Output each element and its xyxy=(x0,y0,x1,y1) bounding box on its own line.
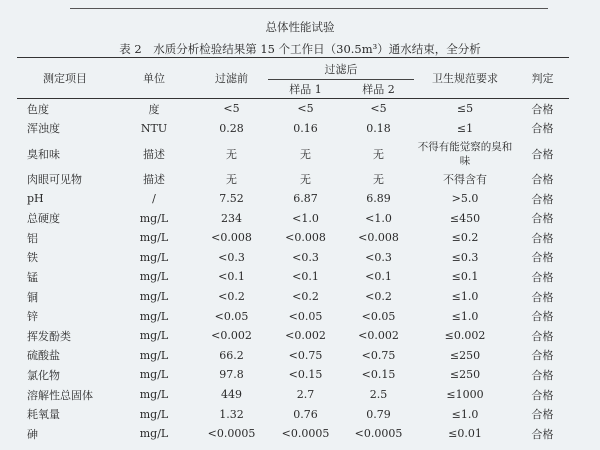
page-title: 总体性能试验 xyxy=(265,20,335,34)
header-standard: 卫生规范要求 xyxy=(432,72,498,85)
cell-unit: mg/L xyxy=(139,250,169,264)
cell-item: 铝 xyxy=(27,231,38,245)
table-row xyxy=(17,138,569,169)
cell-standard: ≤1000 xyxy=(446,388,484,402)
cell-standard: 不得有能觉察的臭和味 xyxy=(417,140,513,167)
cell-sample-1: 无 xyxy=(300,172,311,186)
cell-sample-1: 无 xyxy=(300,147,311,161)
cell-result: 合格 xyxy=(531,212,554,226)
cell-result: 合格 xyxy=(531,349,554,363)
cell-item: 肉眼可见物 xyxy=(27,172,82,186)
cell-sample-1: 6.87 xyxy=(293,192,318,206)
cell-item: 浑浊度 xyxy=(27,122,60,136)
cell-sample-2: <0.1 xyxy=(365,270,392,284)
cell-item: 铁 xyxy=(27,251,38,265)
cell-unit: 描述 xyxy=(143,172,165,186)
cell-sample-1: 2.7 xyxy=(296,388,315,402)
cell-before: 449 xyxy=(221,388,242,402)
cell-result: 合格 xyxy=(531,231,554,245)
cell-sample-2: 无 xyxy=(373,147,384,161)
cell-standard: ≤5 xyxy=(456,102,474,116)
cell-result: 合格 xyxy=(531,147,554,161)
cell-result: 合格 xyxy=(531,172,554,186)
cell-sample-1: 0.76 xyxy=(293,407,318,421)
cell-standard: >5.0 xyxy=(451,192,479,206)
cell-unit: NTU xyxy=(140,121,168,135)
cell-before: <0.002 xyxy=(211,329,252,343)
cell-before: <0.008 xyxy=(211,231,252,245)
cell-sample-2: <0.75 xyxy=(361,348,396,362)
cell-sample-1: <0.1 xyxy=(292,270,319,284)
header-item: 测定项目 xyxy=(43,72,87,85)
cell-unit: mg/L xyxy=(139,427,169,441)
cell-result: 合格 xyxy=(531,270,554,284)
cell-standard: ≤0.2 xyxy=(451,231,479,245)
table-row xyxy=(17,326,569,346)
cell-before: 234 xyxy=(221,211,242,225)
cell-result: 合格 xyxy=(531,102,554,116)
cell-standard: ≤0.002 xyxy=(444,329,486,343)
cell-standard: ≤450 xyxy=(449,211,481,225)
cell-before: 0.28 xyxy=(219,121,244,135)
cell-result: 合格 xyxy=(531,310,554,324)
cell-standard: 不得含有 xyxy=(443,172,487,186)
cell-unit: mg/L xyxy=(139,309,169,323)
cell-sample-1: <0.3 xyxy=(292,250,319,264)
cell-sample-1: <0.2 xyxy=(292,290,319,304)
header-after: 过滤后 xyxy=(268,58,414,80)
cell-item: 臭和味 xyxy=(27,147,60,161)
cell-before: 97.8 xyxy=(219,368,244,382)
cell-result: 合格 xyxy=(531,251,554,265)
cell-standard: ≤250 xyxy=(449,368,481,382)
cell-result: 合格 xyxy=(531,408,554,422)
cell-item: 锰 xyxy=(27,270,38,284)
cell-item: 硫酸盐 xyxy=(27,349,60,363)
table-caption: 表 2 水质分析检验结果第 15 个工作日（30.5m³）通水结束，全分析 xyxy=(119,42,481,56)
header-sample-1: 样品 1 xyxy=(289,83,322,96)
cell-sample-2: 6.89 xyxy=(366,192,391,206)
cell-item: 铜 xyxy=(27,290,38,304)
table-row xyxy=(17,346,569,366)
cell-sample-2: 2.5 xyxy=(369,388,388,402)
water-analysis-table xyxy=(17,57,569,444)
cell-unit: mg/L xyxy=(139,231,169,245)
table-row xyxy=(17,228,569,248)
table-row xyxy=(17,208,569,228)
cell-unit: / xyxy=(152,192,156,206)
cell-sample-2: <5 xyxy=(370,102,387,116)
cell-item: pH xyxy=(27,192,44,206)
table-row xyxy=(17,267,569,287)
cell-unit: mg/L xyxy=(139,407,169,421)
cell-sample-1: <0.75 xyxy=(288,348,323,362)
header-before: 过滤前 xyxy=(215,72,248,85)
cell-result: 合格 xyxy=(531,427,554,441)
cell-item: 挥发酚类 xyxy=(27,329,71,343)
cell-result: 合格 xyxy=(531,192,554,206)
cell-sample-1: <0.008 xyxy=(285,231,326,245)
cell-sample-2: 无 xyxy=(373,172,384,186)
cell-item: 耗氧量 xyxy=(27,408,60,422)
cell-before: 66.2 xyxy=(219,348,244,362)
cell-standard: ≤0.01 xyxy=(448,427,482,441)
cell-sample-1: <0.05 xyxy=(288,309,323,323)
cell-before: <0.3 xyxy=(218,250,245,264)
table-row xyxy=(17,404,569,424)
table-row xyxy=(17,99,569,119)
cell-item: 色度 xyxy=(27,102,49,116)
cell-standard: ≤0.1 xyxy=(451,270,479,284)
cell-sample-2: 0.79 xyxy=(366,407,391,421)
cell-sample-1: 0.16 xyxy=(293,121,318,135)
cell-before: 1.32 xyxy=(219,407,244,421)
cell-standard: ≤1.0 xyxy=(451,309,479,323)
header-result: 判定 xyxy=(531,72,554,85)
cell-item: 锌 xyxy=(27,310,38,324)
cell-standard: ≤250 xyxy=(449,348,481,362)
table-row xyxy=(17,189,569,209)
cell-standard: ≤0.3 xyxy=(451,250,479,264)
table-row xyxy=(17,365,569,385)
cell-before: <0.1 xyxy=(218,270,245,284)
header-sample-2: 样品 2 xyxy=(362,83,395,96)
cell-sample-1: <0.15 xyxy=(288,368,323,382)
cell-sample-1: <5 xyxy=(297,102,314,116)
cell-sample-2: <0.002 xyxy=(358,329,399,343)
cell-result: 合格 xyxy=(531,329,554,343)
cell-sample-2: <0.2 xyxy=(365,290,392,304)
cell-sample-2: <0.05 xyxy=(361,309,396,323)
cell-result: 合格 xyxy=(531,388,554,402)
cell-sample-2: 0.18 xyxy=(366,121,391,135)
cell-unit: 度 xyxy=(148,102,160,116)
cell-unit: mg/L xyxy=(139,270,169,284)
table-row xyxy=(17,424,569,444)
table-row xyxy=(17,385,569,405)
cell-item: 氯化物 xyxy=(27,368,60,382)
cell-sample-1: <0.0005 xyxy=(281,427,330,441)
cell-sample-1: <1.0 xyxy=(292,211,319,225)
cell-result: 合格 xyxy=(531,368,554,382)
cell-sample-1: <0.002 xyxy=(285,329,326,343)
cell-standard: ≤1.0 xyxy=(451,407,479,421)
cell-result: 合格 xyxy=(531,122,554,136)
cell-unit: mg/L xyxy=(139,368,169,382)
cell-unit: mg/L xyxy=(139,290,169,304)
cell-sample-2: <0.15 xyxy=(361,368,396,382)
cell-item: 砷 xyxy=(27,427,38,441)
table-row xyxy=(17,169,569,189)
cell-before: <0.2 xyxy=(218,290,245,304)
cell-sample-2: <1.0 xyxy=(365,211,392,225)
cell-before: <5 xyxy=(223,102,240,116)
top-rule xyxy=(70,8,548,9)
table-row xyxy=(17,306,569,326)
cell-sample-2: <0.008 xyxy=(358,231,399,245)
cell-item: 总硬度 xyxy=(27,212,60,226)
cell-sample-2: <0.3 xyxy=(365,250,392,264)
cell-before: 7.52 xyxy=(219,192,244,206)
cell-before: 无 xyxy=(226,147,237,161)
header-unit: 单位 xyxy=(143,72,165,85)
cell-sample-2: <0.0005 xyxy=(354,427,403,441)
cell-unit: mg/L xyxy=(139,329,169,343)
table-row xyxy=(17,287,569,307)
table-body xyxy=(17,99,569,444)
cell-unit: mg/L xyxy=(139,348,169,362)
table-row xyxy=(17,119,569,139)
cell-item: 溶解性总固体 xyxy=(27,388,93,402)
cell-standard: ≤1.0 xyxy=(451,290,479,304)
cell-before: 无 xyxy=(226,172,237,186)
cell-unit: 描述 xyxy=(143,147,165,161)
table-row xyxy=(17,248,569,268)
cell-result: 合格 xyxy=(531,290,554,304)
cell-standard: ≤1 xyxy=(456,121,474,135)
cell-unit: mg/L xyxy=(139,388,169,402)
cell-before: <0.0005 xyxy=(207,427,256,441)
cell-unit: mg/L xyxy=(139,211,169,225)
cell-before: <0.05 xyxy=(214,309,249,323)
